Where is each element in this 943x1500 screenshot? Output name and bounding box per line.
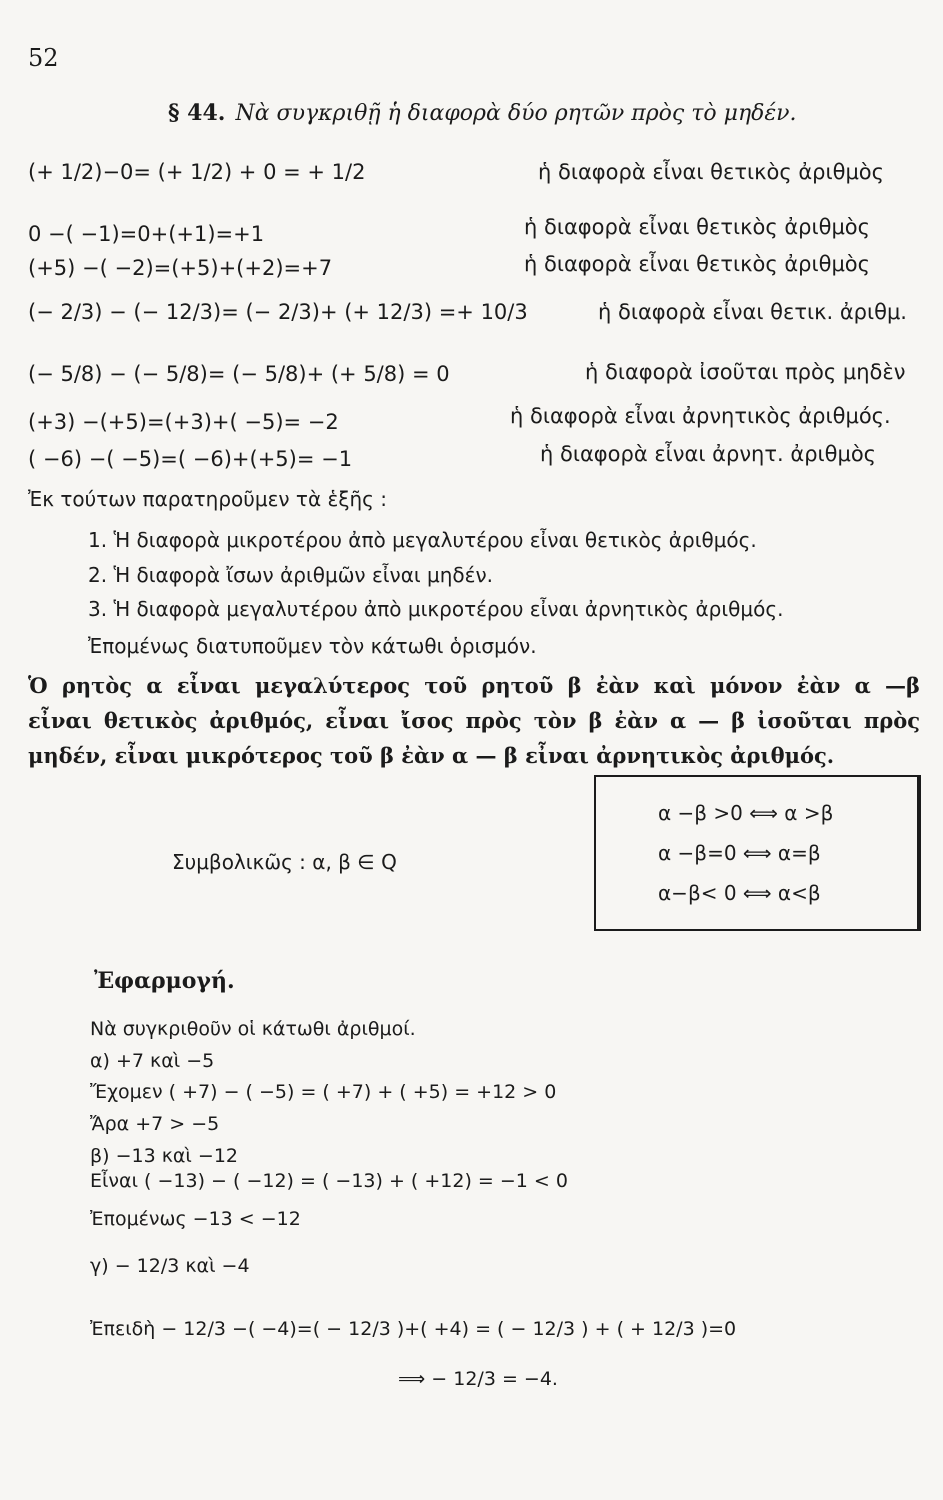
- application-line: β) −13 καὶ −12: [90, 1145, 239, 1167]
- application-line: γ) − 12/3 καὶ −4: [90, 1255, 250, 1277]
- definition: [28, 668, 920, 773]
- application-line: Ἐπομένως −13 < −12: [90, 1208, 301, 1230]
- definition-line: Ὁ ρητὸς α εἶναι μεγαλύτερος τοῦ ρητοῦ β ἐὰν καὶ μόνον ἐὰν α —β: [28, 673, 920, 698]
- section-heading: [168, 100, 797, 126]
- equation-4-note: ἡ διαφορὰ εἶναι θετικ. ἀριθμ.: [598, 300, 907, 324]
- symbolic-box: [594, 775, 921, 931]
- equation-2: 0 −( −1)=0+(+1)=+1: [28, 222, 265, 246]
- application-line: Ἄρα +7 > −5: [90, 1113, 220, 1135]
- application-line: Εἶναι ( −13) − ( −12) = ( −13) + ( +12) = −1 < 0: [90, 1170, 568, 1192]
- section-number: § 44.: [168, 100, 226, 126]
- symbolic-label: Συμβολικῶς : α, β ∈ Q: [172, 850, 397, 874]
- equation-7-note: ἡ διαφορὰ εἶναι ἀρνητ. ἀριθμὸς: [540, 442, 877, 466]
- symbolic-row: α−β< 0 ⟺ α<β: [658, 881, 821, 905]
- observation-item: 2. Ἡ διαφορὰ ἴσων ἀριθμῶν εἶναι μηδέν.: [88, 563, 493, 587]
- equation-3: (+5) −( −2)=(+5)+(+2)=+7: [28, 256, 333, 280]
- equation-3-note: ἡ διαφορὰ εἶναι θετικὸς ἀριθμὸς: [524, 252, 870, 276]
- observations-conclusion: Ἐπομένως διατυποῦμεν τὸν κάτωθι ὁρισμόν.: [88, 634, 537, 658]
- page-number: 52: [28, 44, 59, 72]
- observation-item: 1. Ἡ διαφορὰ μικροτέρου ἀπὸ μεγαλυτέρου εἶναι θετικὸς ἀριθμός.: [88, 528, 757, 552]
- equation-5: (− 5/8) − (− 5/8)= (− 5/8)+ (+ 5/8) = 0: [28, 362, 450, 386]
- equation-5-note: ἡ διαφορὰ ἰσοῦται πρὸς μηδὲν: [585, 360, 906, 384]
- definition-line: μηδέν, εἶναι μικρότερος τοῦ β ἐὰν α — β εἶναι ἀρνητικὸς ἀριθμός.: [28, 743, 835, 768]
- application-title: Ἐφαρμογή.: [94, 968, 235, 994]
- application-line: α) +7 καὶ −5: [90, 1050, 215, 1072]
- equation-6: (+3) −(+5)=(+3)+( −5)= −2: [28, 410, 339, 434]
- section-title: Νὰ συγκριθῇ ἡ διαφορὰ δύο ρητῶν πρὸς τὸ μηδέν.: [235, 101, 797, 126]
- equation-4: (− 2/3) − (− 12/3)= (− 2/3)+ (+ 12/3) =+ 10/3: [28, 300, 528, 324]
- application-line: Ἔχομεν ( +7) − ( −5) = ( +7) + ( +5) = +12 > 0: [90, 1081, 557, 1103]
- equation-2-note: ἡ διαφορὰ εἶναι θετικὸς ἀριθμὸς: [524, 215, 870, 239]
- equation-1: (+ 1/2)−0= (+ 1/2) + 0 = + 1/2: [28, 160, 366, 184]
- symbolic-row: α −β >0 ⟺ α >β: [658, 801, 834, 825]
- observation-item: 3. Ἡ διαφορὰ μεγαλυτέρου ἀπὸ μικροτέρου εἶναι ἀρνητικὸς ἀριθμός.: [88, 597, 784, 621]
- application-line: Ἐπειδὴ − 12/3 −( −4)=( − 12/3 )+( +4) = ( − 12/3 ) + ( + 12/3 )=0: [90, 1318, 737, 1340]
- application-line: ⟹ − 12/3 = −4.: [398, 1368, 558, 1390]
- equation-6-note: ἡ διαφορὰ εἶναι ἀρνητικὸς ἀριθμός.: [510, 404, 891, 428]
- equation-1-note: ἡ διαφορὰ εἶναι θετικὸς ἀριθμὸς: [538, 160, 884, 184]
- definition-line: εἶναι θετικὸς ἀριθμός, εἶναι ἴσος πρὸς τὸν β ἐὰν α — β ἰσοῦται πρὸς: [28, 708, 920, 733]
- symbolic-row: α −β=0 ⟺ α=β: [658, 841, 821, 865]
- observations-intro: Ἐκ τούτων παρατηροῦμεν τὰ ἑξῆς :: [28, 487, 387, 511]
- application-prompt: Νὰ συγκριθοῦν οἱ κάτωθι ἀριθμοί.: [90, 1018, 416, 1040]
- equation-7: ( −6) −( −5)=( −6)+(+5)= −1: [28, 447, 353, 471]
